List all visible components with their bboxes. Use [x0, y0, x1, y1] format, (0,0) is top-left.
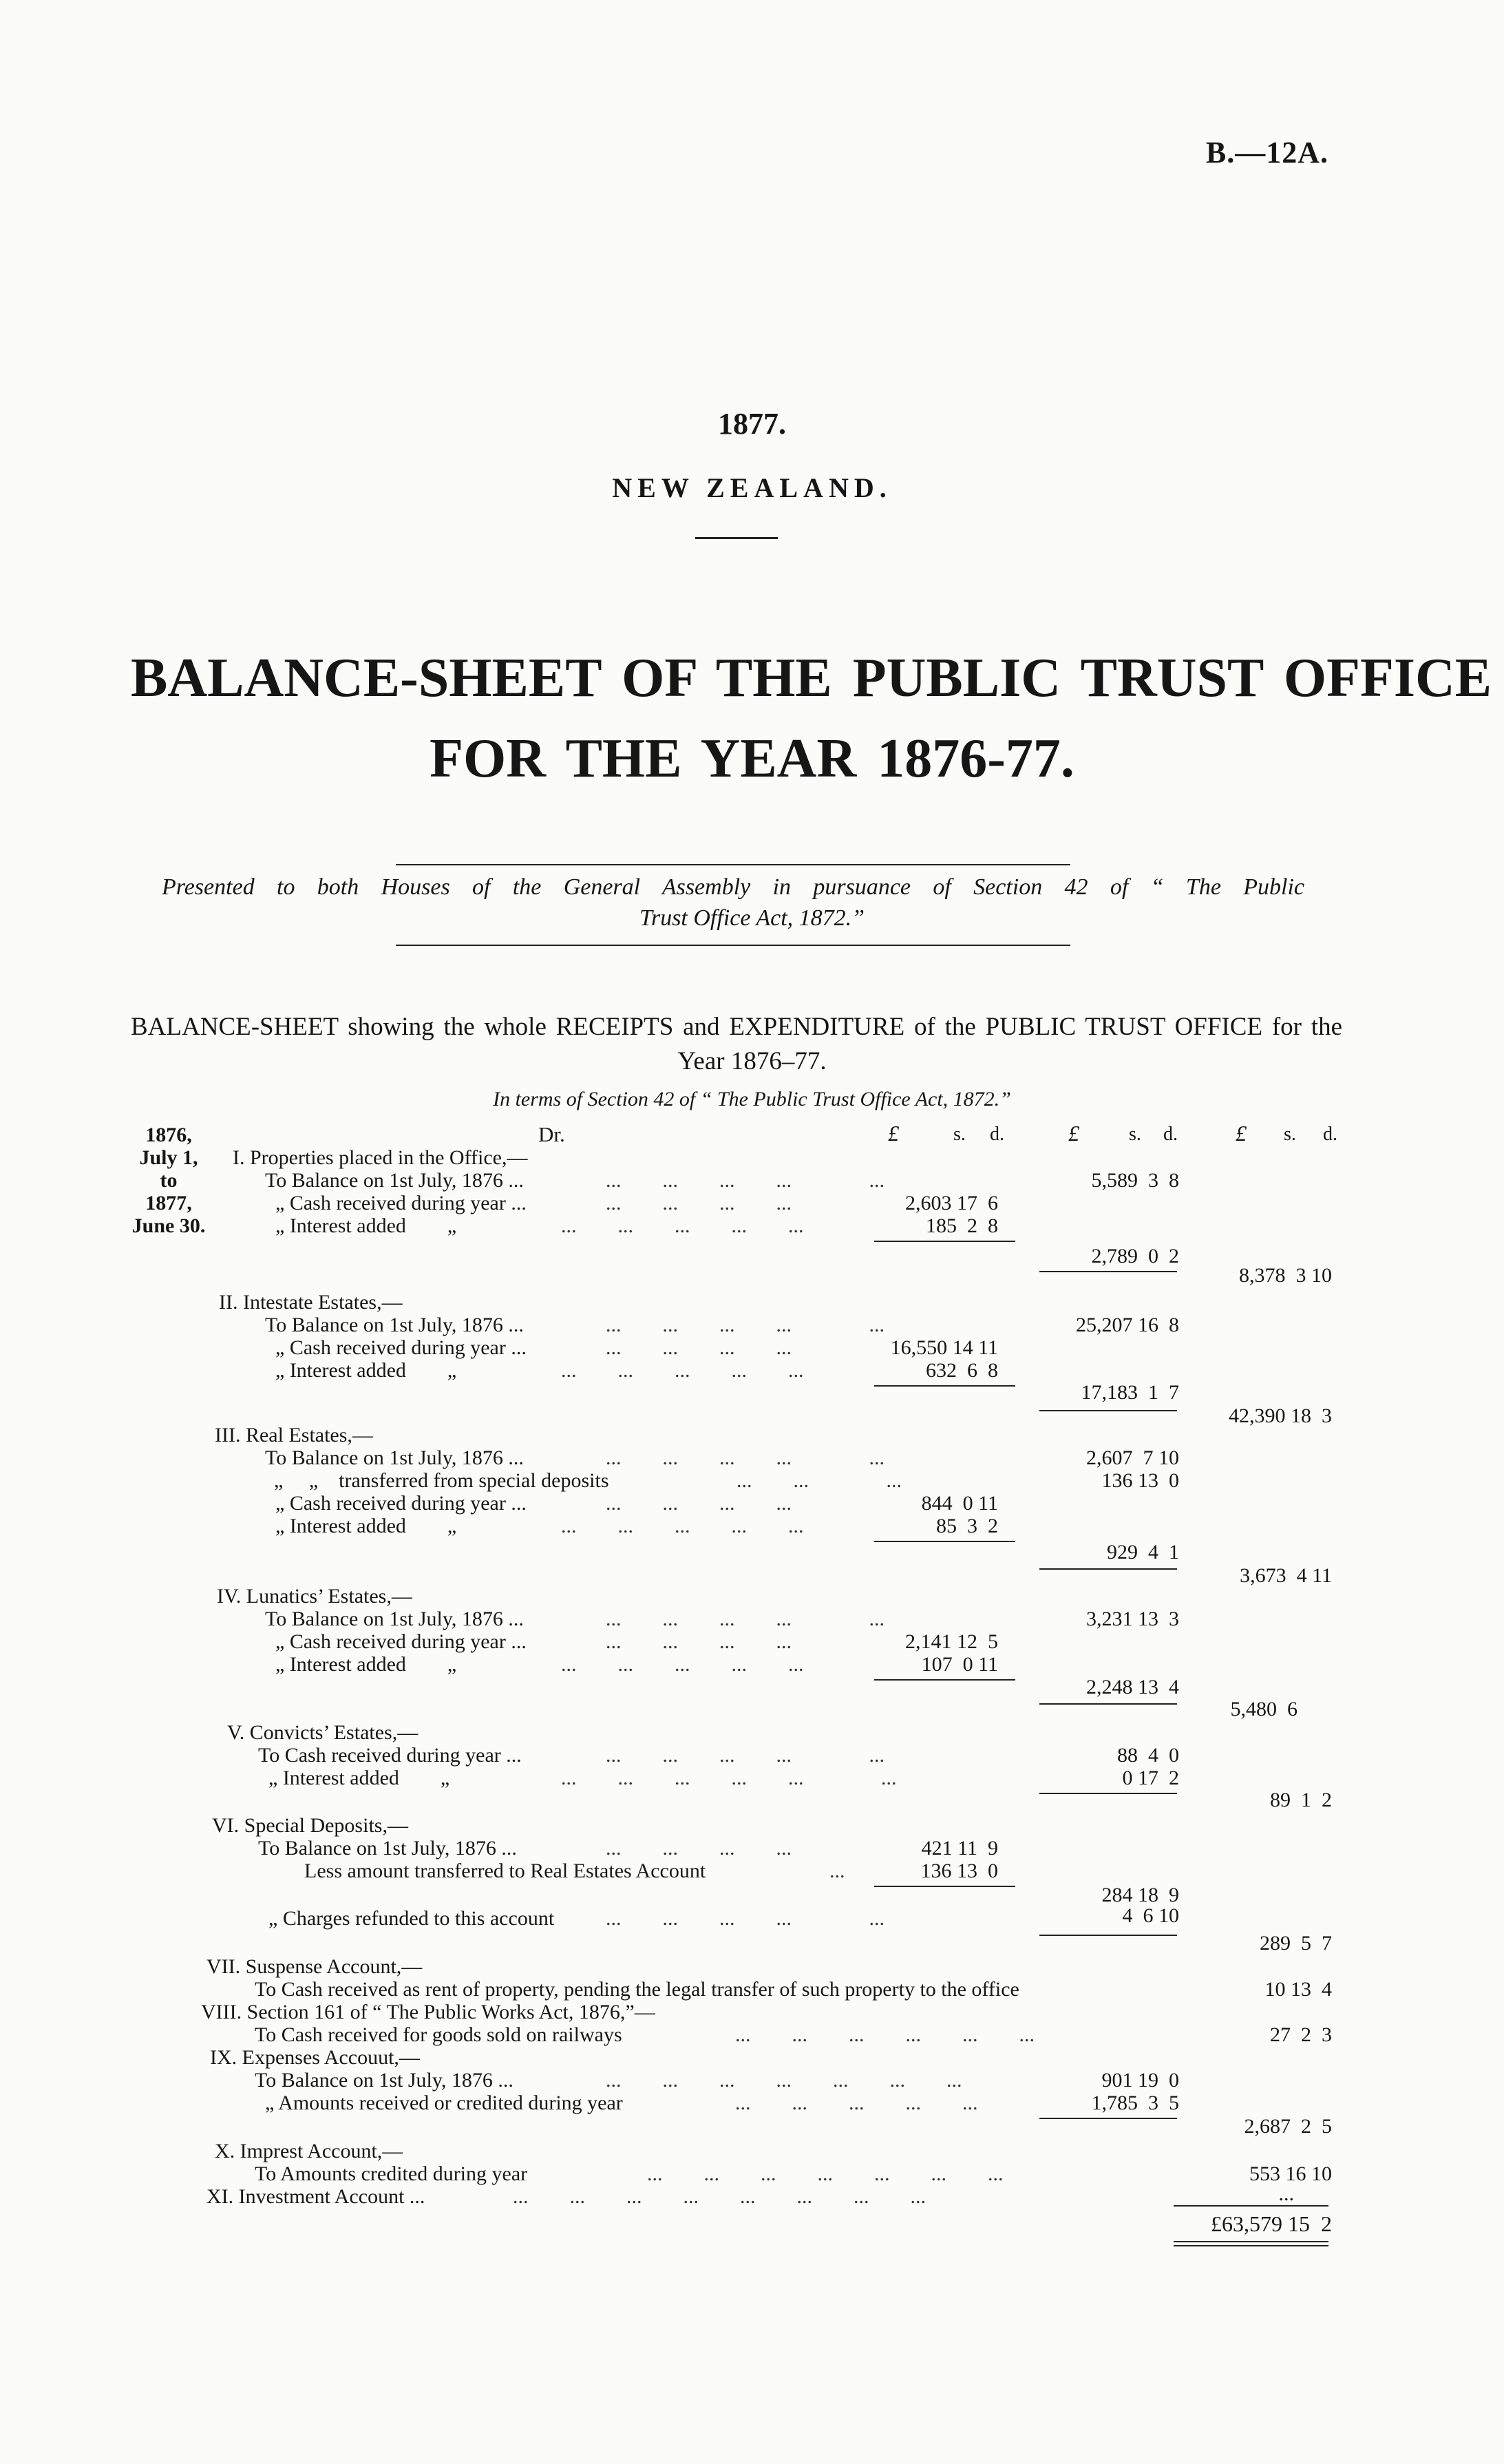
- document-country: NEW ZEALAND.: [612, 472, 892, 503]
- row-leader: ... ... ... ...: [606, 1492, 792, 1515]
- col3-shillings-heading: s.: [1284, 1124, 1296, 1145]
- subtotal-rule: [874, 1385, 1015, 1387]
- row-leader: ... ... ... ... ...: [606, 1446, 885, 1469]
- col1-pound-heading: £: [888, 1121, 899, 1146]
- dr-heading: Dr.: [538, 1122, 565, 1146]
- row-leader: ... ... ... ... ... ... ...: [606, 2069, 962, 2092]
- subtotal-rule: [874, 1886, 1015, 1887]
- section-title: XI. Investment Account ...: [206, 2185, 425, 2208]
- subtotal-value: 2,789 0 2: [1091, 1245, 1179, 1267]
- row-value: 5,589 3 8: [1091, 1169, 1179, 1192]
- row-value: 136 13 0: [920, 1860, 998, 1882]
- subtotal-rule: [874, 1241, 1015, 1242]
- section-title: III. Real Estates,—: [215, 1424, 373, 1446]
- intro-line1: BALANCE-SHEET showing the whole RECEIPTS and EXPENDITURE of the PUBLIC TRUST OFFICE for the: [131, 1013, 1342, 1041]
- row-label: To Cash received as rent of property, pending the legal transfer of such property to the office: [255, 1978, 1019, 2001]
- col3-pence-heading: d.: [1323, 1124, 1337, 1145]
- row-value: 2,607 7 10: [1086, 1446, 1179, 1469]
- row-leader: ... ... ... ... ... ... ...: [647, 2162, 1004, 2185]
- section-total: 8,378 3 10: [1239, 1264, 1332, 1287]
- row-value: 16,550 14 11: [890, 1336, 998, 1359]
- col2-pence-heading: d.: [1163, 1124, 1178, 1145]
- document-year: 1877.: [718, 407, 786, 441]
- presented-note-line1: Presented to both Houses of the General Assembly in pursuance of Section 42 of “ The Public: [162, 874, 1304, 900]
- page-title-line1: BALANCE-SHEET OF THE PUBLIC TRUST OFFICE: [131, 648, 1492, 708]
- row-label: To Cash received for goods sold on railways: [255, 2023, 622, 2046]
- title-divider: [695, 537, 778, 539]
- row-value: 85 3 2: [936, 1515, 998, 1537]
- subtotal-rule: [1039, 1271, 1177, 1272]
- section-total: 289 5 7: [1260, 1932, 1332, 1955]
- row-leader: ... ... ... ... ... ...: [735, 2023, 1035, 2046]
- row-label: Less amount transferred to Real Estates Account: [304, 1860, 706, 1882]
- subtotal-rule: [1039, 2118, 1177, 2119]
- section-title: IX. Expenses Accouut,—: [210, 2046, 420, 2069]
- subtotal-rule: [1039, 1568, 1177, 1570]
- date-label: to: [160, 1169, 178, 1192]
- section-title: VIII. Section 161 of “ The Public Works Act, 1876,”—: [201, 2001, 655, 2023]
- row-label: „ Cash received during year ...: [275, 1336, 527, 1359]
- col1-shillings-heading: s.: [953, 1124, 966, 1145]
- col3-pound-heading: £: [1236, 1121, 1247, 1146]
- presented-rule-top: [396, 864, 1070, 865]
- date-label: 1877,: [145, 1192, 192, 1214]
- col1-pence-heading: d.: [990, 1124, 1004, 1145]
- section-total: ...: [1278, 2182, 1294, 2205]
- row-leader: ... ... ... ... ...: [606, 1314, 885, 1336]
- row-leader: ... ... ... ... ...: [735, 2092, 978, 2114]
- section-total: 553 16 10: [1249, 2162, 1332, 2185]
- row-value: 3,231 13 3: [1086, 1608, 1179, 1630]
- row-label: „ Cash received during year ...: [275, 1630, 527, 1653]
- subtotal-value: 284 18 9: [1101, 1884, 1179, 1906]
- section-title: V. Convicts’ Estates,—: [227, 1721, 419, 1744]
- row-leader: ... ... ... ... ...: [606, 1608, 885, 1630]
- subtotal-rule: [874, 1541, 1015, 1542]
- row-label: To Balance on 1st July, 1876 ...: [265, 1314, 524, 1336]
- row-label: To Amounts credited during year: [255, 2162, 528, 2185]
- row-leader: ... ... ... ... ... ... ... ...: [513, 2185, 926, 2208]
- row-leader: ... ... ... ... ... ...: [561, 1767, 897, 1789]
- grand-total: £63,579 15 2: [1211, 2211, 1332, 2236]
- section-title: IV. Lunatics’ Estates,—: [217, 1585, 412, 1608]
- presented-rule-bottom: [396, 945, 1070, 946]
- section-total: 3,673 4 11: [1240, 1564, 1332, 1587]
- row-value: 25,207 16 8: [1076, 1314, 1179, 1336]
- subtotal-rule: [1039, 1410, 1177, 1411]
- row-label: „ Interest added „: [275, 1214, 457, 1237]
- row-value: 1,785 3 5: [1091, 2092, 1179, 2114]
- row-leader: ...: [829, 1860, 845, 1882]
- row-label: To Balance on 1st July, 1876 ...: [265, 1608, 524, 1630]
- section-title: X. Imprest Account,—: [215, 2140, 403, 2162]
- row-value: 844 0 11: [921, 1492, 998, 1515]
- row-leader: ... ... ... ...: [606, 1192, 792, 1214]
- row-leader: ... ... ... ...: [606, 1336, 792, 1359]
- row-value: 2,141 12 5: [905, 1630, 998, 1653]
- section-total: 10 13 4: [1264, 1978, 1332, 2001]
- row-value: 4 6 10: [1122, 1904, 1179, 1927]
- date-label: June 30.: [131, 1214, 206, 1237]
- row-value: 107 0 11: [921, 1653, 998, 1676]
- row-label: To Balance on 1st July, 1876 ...: [258, 1837, 517, 1860]
- section-total: 42,390 18 3: [1229, 1404, 1332, 1427]
- subtotal-rule: [874, 1679, 1015, 1681]
- row-label: To Balance on 1st July, 1876 ...: [265, 1169, 524, 1192]
- row-label: „ Interest added „: [275, 1653, 457, 1676]
- col2-pound-heading: £: [1068, 1121, 1079, 1146]
- section-title: VII. Suspense Account,—: [206, 1955, 423, 1978]
- row-label: To Balance on 1st July, 1876 ...: [265, 1446, 524, 1469]
- row-value: 88 4 0: [1117, 1744, 1179, 1767]
- row-leader: ... ... ...: [737, 1469, 902, 1492]
- row-leader: ... ... ... ...: [606, 1837, 792, 1860]
- subtotal-value: 2,248 13 4: [1086, 1676, 1179, 1698]
- row-label: „ Amounts received or credited during year: [265, 2092, 623, 2114]
- row-leader: ... ... ... ... ...: [561, 1515, 804, 1537]
- row-label: To Balance on 1st July, 1876 ...: [255, 2069, 513, 2092]
- row-value: 901 19 0: [1101, 2069, 1179, 2092]
- row-value: 632 6 8: [926, 1359, 998, 1382]
- row-label: „ Cash received during year ...: [275, 1192, 527, 1214]
- row-value: 421 11 9: [921, 1837, 998, 1860]
- section-title: II. Intestate Estates,—: [219, 1291, 403, 1314]
- section-title: VI. Special Deposits,—: [212, 1814, 408, 1837]
- date-label: July 1,: [139, 1146, 198, 1169]
- section-total: 2,687 2 5: [1244, 2115, 1332, 2138]
- subtotal-rule: [1039, 1935, 1177, 1936]
- row-value: 185 2 8: [926, 1214, 998, 1237]
- subtotal-value: 929 4 1: [1107, 1541, 1179, 1563]
- row-value: 0 17 2: [1122, 1767, 1179, 1789]
- row-label: „ „ transferred from special deposits: [274, 1469, 609, 1492]
- terms-note: In terms of Section 42 of “ The Public Trust Office Act, 1872.”: [493, 1088, 1011, 1110]
- row-value: 2,603 17 6: [905, 1192, 998, 1214]
- presented-note-line2: Trust Office Act, 1872.”: [639, 905, 865, 931]
- grand-total-rule-bottom: [1174, 2241, 1328, 2242]
- section-total: 89 1 2: [1270, 1789, 1332, 1811]
- row-value: 136 13 0: [1101, 1469, 1179, 1492]
- grand-total-rule-top: [1174, 2205, 1328, 2207]
- document-reference: B.—12A.: [1205, 136, 1328, 169]
- section-total: 27 2 3: [1270, 2023, 1332, 2046]
- section-total: 5,480 6: [1230, 1698, 1298, 1720]
- row-label: „ Interest added „: [275, 1515, 457, 1537]
- row-leader: ... ... ... ... ...: [606, 1169, 885, 1192]
- row-leader: ... ... ... ... ...: [561, 1214, 804, 1237]
- col2-shillings-heading: s.: [1129, 1124, 1141, 1145]
- row-leader: ... ... ... ... ...: [561, 1653, 804, 1676]
- row-label: „ Charges refunded to this account: [268, 1907, 555, 1930]
- section-title: I. Properties placed in the Office,—: [233, 1146, 528, 1169]
- page-title-line2: FOR THE YEAR 1876-77.: [430, 728, 1074, 789]
- subtotal-value: 17,183 1 7: [1081, 1381, 1179, 1404]
- subtotal-rule: [1039, 1793, 1177, 1794]
- grand-total-rule-double: [1174, 2245, 1328, 2246]
- row-label: „ Interest added „: [275, 1359, 457, 1382]
- row-leader: ... ... ... ... ...: [606, 1744, 885, 1767]
- subtotal-rule: [1039, 1703, 1177, 1705]
- row-label: „ Interest added „: [268, 1767, 450, 1789]
- row-leader: ... ... ... ... ...: [561, 1359, 804, 1382]
- row-leader: ... ... ... ... ...: [606, 1907, 885, 1930]
- row-leader: ... ... ... ...: [606, 1630, 792, 1653]
- row-label: To Cash received during year ...: [258, 1744, 522, 1767]
- date-label: 1876,: [145, 1124, 192, 1146]
- row-label: „ Cash received during year ...: [275, 1492, 527, 1515]
- intro-line2: Year 1876–77.: [677, 1047, 827, 1075]
